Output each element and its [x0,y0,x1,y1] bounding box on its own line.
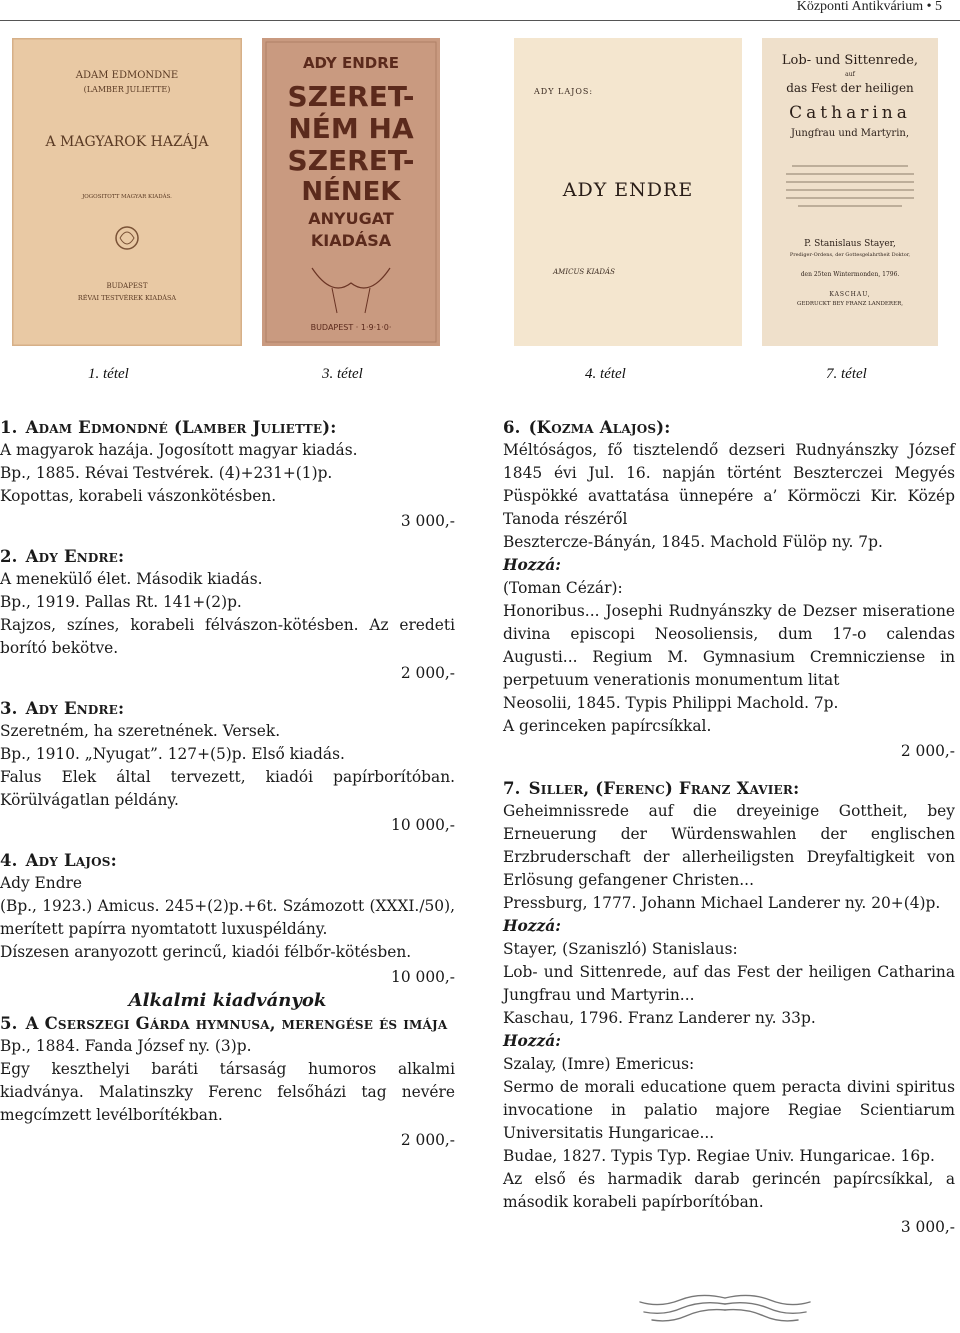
entry-5-heading: 5. A Cserszegi Gárda hymnusa, merengése és imája [0,1014,448,1033]
cover3-publisher: AMICUS KIADÁS [553,268,615,276]
entry-6-imprint: Besztercze-Bányán, 1845. Machold Fülöp ny. 7p. [503,533,883,551]
cover2-line3: SZERET- [287,144,415,177]
cover1-author2: (LAMBER JULIETTE) [83,85,171,94]
entry-7-title: Geheimnissrede auf die dreyeinige Gottheit, bey Erneuerung der Würdenswahlen der englischen Erzbruderschaft der allerheiligsten Dreyfaltigkeit von Erlösung gefangener Christen... [503,802,955,889]
cover1-publisher: RÉVAI TESTVÉREK KIADÁSA [77,294,177,302]
header-rule [0,20,960,21]
entry-1-imprint: Bp., 1885. Révai Testvérek. (4)+231+(1)p. [0,464,333,482]
running-head [0,0,960,14]
entry-6-heading: 6. (Kozma Alajos): [503,418,671,437]
cover-image-1 [12,38,242,346]
cover2-edition: KIADÁSA [310,231,392,250]
flourish-ornament-icon [630,1290,820,1328]
entry-2-price: 2 000,- [400,664,455,682]
plate-cover-4 [762,38,938,346]
entry-6 [503,416,955,763]
entry-6-title2: Honoribus... Josephi Rudnyánszky de Dezser miseratione divina episcopi Neosoliensis, dum 17-o calendas Augusti... Regium M. Gymnasium Cremnicziense in perpetuum venerationis monumentum litat [503,602,955,689]
entry-5 [0,1012,455,1152]
left-column [0,416,455,1152]
cover4-line1: Lob- und Sittenrede, [781,53,919,68]
entry-3-imprint: Bp., 1910. „Nyugat”. 127+(5)p. Első kiadás. [0,745,345,763]
entry-4-price: 10 000,- [391,968,455,986]
plate-cover-1 [12,38,242,346]
entry-1-price: 3 000,- [400,512,455,530]
entry-4-note: Díszesen aranyozott gerincű, kiadói félbőr-kötésben. [0,943,412,961]
entry-6-price: 2 000,- [900,742,955,760]
caption-plate-4: 4. tétel [585,366,626,382]
section-title: Alkalmi kiadványok [128,990,327,1011]
cover-image-3 [514,38,742,346]
entry-2 [0,545,455,685]
entry-7-note: Az első és harmadik darab gerincén papírcsíkkal, a második korabeli papírborítóban. [503,1170,955,1211]
cover3-title: ADY ENDRE [562,179,694,201]
entry-3 [0,697,455,837]
entry-2-imprint: Bp., 1919. Pallas Rt. 141+(2)p. [0,593,242,611]
entry-3-note: Falus Elek által tervezett, kiadói papírborítóban. Körülvágatlan példány. [0,768,455,809]
cover2-line1: SZERET- [287,80,415,113]
entry-3-price: 10 000,- [391,816,455,834]
entry-7-heading: 7. Siller, (Ferenc) Franz Xavier: [503,779,800,798]
cover1-title: A MAGYAROK HAZÁJA [45,134,209,150]
entry-7-imprint3: Budae, 1827. Typis Typ. Regiae Univ. Hungaricae. 16p. [503,1147,935,1165]
cover1-author: ADAM EDMONDNE [75,70,179,81]
entry-4 [0,849,455,989]
cover1-subtitle: JOGOSITOTT MAGYAR KIADÁS. [82,194,172,200]
plate-cover-2 [262,38,440,346]
entry-4-title: Ady Endre [0,874,83,892]
entry-6-note: A gerinceken papírcsíkkal. [503,717,712,735]
entry-7-author2: Stayer, (Szaniszló) Stanislaus: [503,940,738,958]
entry-6-author2: (Toman Cézár): [503,579,623,597]
entry-1 [0,416,455,533]
caption-plate-7: 7. tétel [826,366,867,382]
cover2-footer: BUDAPEST · 1·9·1·0· [310,323,392,332]
entry-6-title: Méltóságos, fő tisztelendő dezseri Rudnyánszky József 1845 évi Jul. 16. napján történt Beszterczei Megyés Püspökké avattatása ünnepére a’ Körmöczi Kir. Közép Tanoda részéről [503,441,955,528]
cover4-line4: Catharina [789,103,911,123]
cover2-line2: NÉM HA [288,112,414,145]
entry-2-heading: 2. Ady Endre: [0,547,125,566]
entry-6-imprint2: Neosolii, 1845. Typis Philippi Machold. 7p. [503,694,839,712]
running-title: Központi Antikvárium • 5 [796,0,942,14]
entry-5-imprint: Bp., 1884. Fanda József ny. (3)p. [0,1037,252,1055]
entry-1-heading: 1. Adam Edmondné (Lamber Juliette): [0,418,337,437]
entry-7-price: 3 000,- [900,1218,955,1236]
cover4-line2: auf [845,71,855,78]
cover-image-2 [262,38,440,346]
caption-plate-3: 3. tétel [322,366,363,382]
right-column [503,416,955,1239]
entry-1-note: Kopottas, korabeli vászonkötésben. [0,487,277,505]
entry-7-title3: Sermo de morali educatione quem peracta divini spiritus invocatione in palatio majore Regiae Scientiarum Universitatis Hungaricae... [503,1078,955,1142]
cover3-author: ADY LAJOS: [534,87,594,96]
entry-3-heading: 3. Ady Endre: [0,699,125,718]
cover4-date: den 25ten Wintermonden, 1796. [800,271,900,278]
entry-6-hozza: Hozzá: [503,556,561,574]
cover4-line5: Jungfrau und Martyrin, [790,128,910,139]
entry-7-title2: Lob- und Sittenrede, auf das Fest der heiligen Catharina Jungfrau und Martyrin... [503,963,955,1004]
entry-5-price: 2 000,- [400,1131,455,1149]
entry-7-author3: Szalay, (Imre) Emericus: [503,1055,695,1073]
entry-2-title: A menekülő élet. Második kiadás. [0,570,263,588]
entry-5-note: Egy keszthelyi baráti társaság humoros alkalmi kiadványa. Malatinszky Ferenc felsőházi tag nevére megcímzett levélborítékban. [0,1060,455,1124]
entry-2-note: Rajzos, színes, korabeli félvászon-kötésben. Az eredeti borító bekötve. [0,616,455,657]
caption-plate-1: 1. tétel [88,366,129,382]
cover-image-4 [762,38,938,346]
cover4-city: KASCHAU, [829,291,871,298]
cover2-publisher: ANYUGAT [308,209,394,228]
cover4-author: P. Stanislaus Stayer, [804,239,896,249]
cover4-author-title: Prediger-Ordens, der Gottesgelahrtheit Doktor, [789,252,911,258]
cover1-city: BUDAPEST [106,282,148,290]
entry-1-title: A magyarok hazája. Jogosított magyar kiadás. [0,441,358,459]
entry-4-imprint: (Bp., 1923.) Amicus. 245+(2)p.+6t. Számozott (XXXI./50), merített papírra nyomtatott luxuspéldány. [0,897,455,938]
cover2-line4: NÉNEK [301,177,401,207]
entry-7-hozza-2: Hozzá: [503,1032,561,1050]
cover4-printer: GEDRUCKT BEY FRANZ LANDERER, [797,301,903,307]
entry-7-hozza-1: Hozzá: [503,917,561,935]
cover2-author: ADY ENDRE [302,54,400,72]
plate-cover-3 [514,38,742,346]
entry-3-title: Szeretném, ha szeretnének. Versek. [0,722,281,740]
entry-7-imprint2: Kaschau, 1796. Franz Landerer ny. 33p. [503,1009,816,1027]
entry-7-imprint: Pressburg, 1777. Johann Michael Landerer ny. 20+(4)p. [503,894,941,912]
entry-7 [503,777,955,1239]
entry-4-heading: 4. Ady Lajos: [0,851,117,870]
cover4-line3: das Fest der heiligen [786,81,914,95]
